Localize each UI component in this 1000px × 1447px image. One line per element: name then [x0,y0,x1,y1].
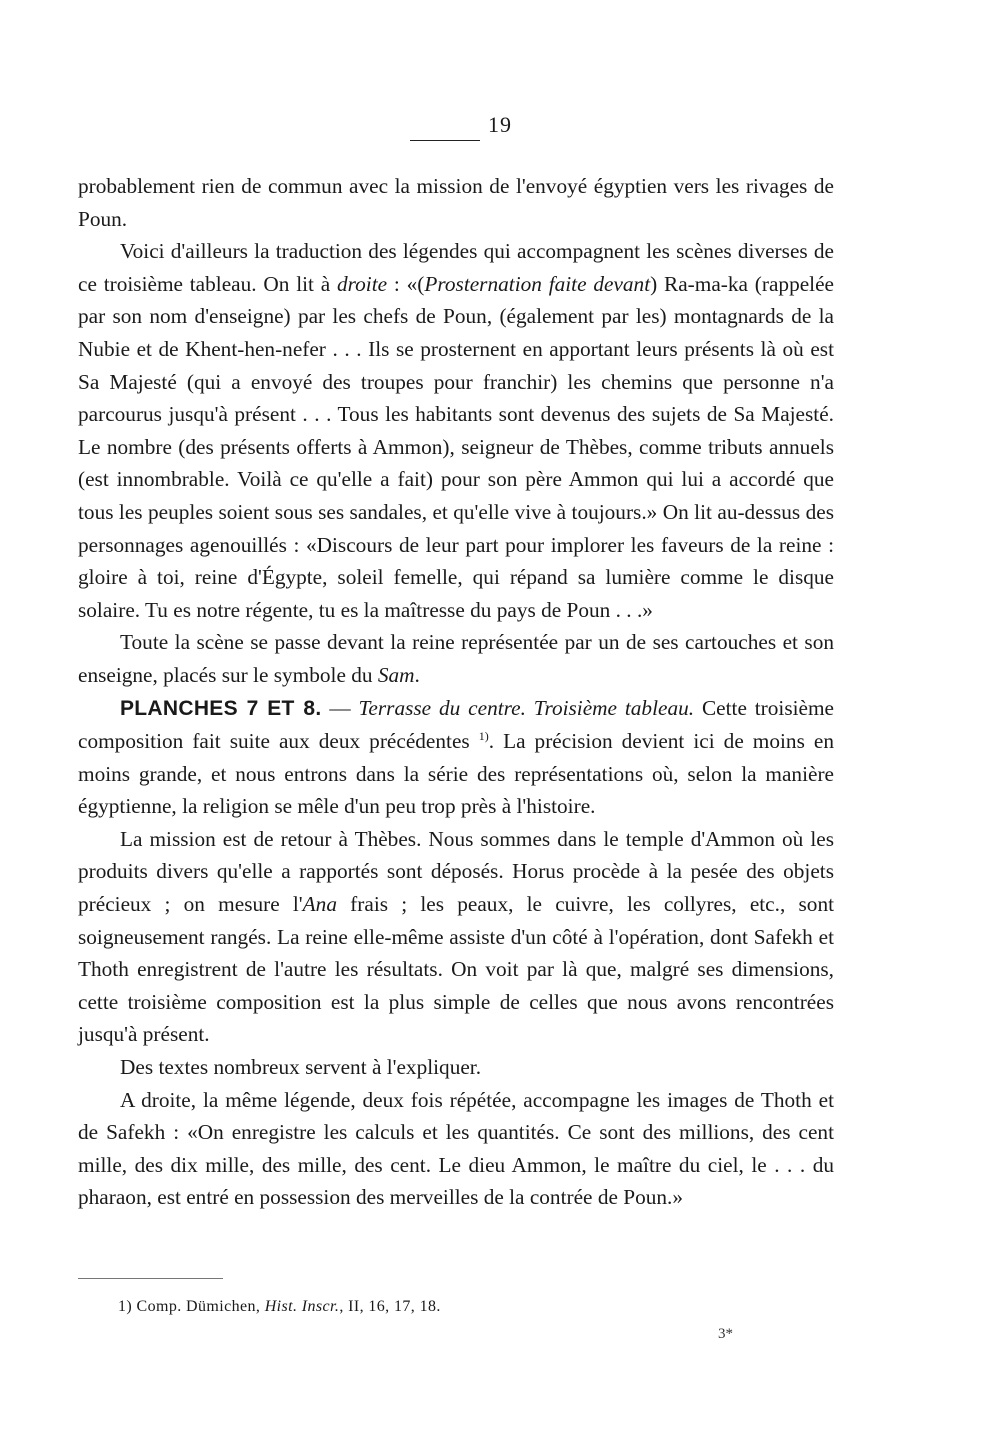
paragraph [78,170,834,235]
footnote-marker: 1) [118,1298,133,1315]
italic-text: Ana [302,892,337,917]
page-number-rule [410,140,480,141]
text-run: Cette troisième composition fait suite aux deux précédentes [78,695,835,754]
signature-mark: 3* [718,1326,733,1342]
text-run: probablement rien de commun avec la mission de l'envoyé égyptien vers les rivages de Poun. [78,174,834,231]
page-number: 19 [488,112,512,137]
text-run: ) Ra-ma-ka (rappelée par son nom d'enseigne) par les chefs de Poun, (également par les) montagnards de la Nubie et de Khent-hen-nefer . . . Ils se prosternent en apportant leurs présents là où est Sa Majesté (qui a envoyé des troupes pour franchir) les chemins que personne n'a parcourus jusqu'à présent . . . Tous les habitants sont devenus des sujets de Sa Majesté. Le nombre (des présents offerts à Ammon), seigneur de Thèbes, comme tributs annuels (est innombrable. Voilà ce qu'elle a fait) pour son père Ammon qui lui a accordé que tous les peuples soient sous ses sandales, et qu'elle vive à toujours.» On lit au-dessus des personnages agenouillés : «Discours de leur part pour implorer les faveurs de la reine : gloire à toi, reine d'Égypte, soleil femelle, qui répand sa lumière comme le disque solaire. Tu es notre régente, tu es la maîtresse du pays de Poun . . .» [78,271,834,622]
footnote-reference: 1) [478,729,489,743]
italic-text: Prosternation faite devant [424,271,651,296]
footnote-rule [78,1278,223,1279]
paragraph [78,823,834,1051]
italic-text: Hist. Inscr. [264,1298,340,1315]
text-run: , II, 16, 17, 18. [339,1298,441,1315]
text-run: . [414,662,420,687]
paragraph [78,1084,834,1214]
text-run: . La précision devient ici de moins en moins grande, et nous entrons dans la série des représentations où, selon la manière égyptienne, la religion se mêle d'un peu trop près à l'histoire. [78,729,834,819]
italic-text: droite [337,271,388,296]
text-run: Comp. Dümichen, [132,1298,265,1315]
text-run: Toute la scène se passe devant la reine représentée par un de ses cartouches et son enseigne, placés sur le symbole du [78,630,834,687]
footnote [118,1298,441,1316]
italic-text: Terrasse du centre. Troisième tableau. [358,695,695,720]
paragraph [78,235,834,626]
section-heading: PLANCHES 7 ET 8. [120,696,322,720]
text-run: La mission est de retour à Thèbes. Nous sommes dans le temple d'Ammon où les produits divers qu'elle a rapportés sont déposés. Horus procède à la pesée des objets précieux ; on mesure l' [78,826,834,917]
paragraph [78,692,834,823]
text-run: Voici d'ailleurs la traduction des légendes qui accompagnent les scènes diverses de ce troisième tableau. On lit à [78,239,834,296]
body-text [78,170,834,1214]
italic-text: Sam [377,662,415,687]
paragraph [78,1051,834,1084]
paragraph [78,626,834,691]
text-run: : «( [387,271,425,296]
text-run: frais ; les peaux, le cuivre, les collyres, etc., sont soigneusement rangés. La reine elle-même assiste d'un côté à l'opération, dont Safekh et Thoth enregistrent de l'autre les résultats. On voit par là que, malgré ses dimensions, cette troisième composition est la plus simple de celles que nous avons rencontrées jusqu'à présent. [78,892,835,1047]
text-run: A droite, la même légende, deux fois répétée, accompagne les images de Thoth et de Safekh : «On enregistre les calculs et les quantités. Ce sont des millions, des cent mille, des dix mille, des mille, des cent. Le dieu Ammon, le maître du ciel, le . . . du pharaon, est entré en possession des merveilles de la contrée de Poun.» [78,1087,834,1210]
text-run: — [321,695,359,720]
text-run: Des textes nombreux servent à l'expliquer. [120,1055,482,1080]
